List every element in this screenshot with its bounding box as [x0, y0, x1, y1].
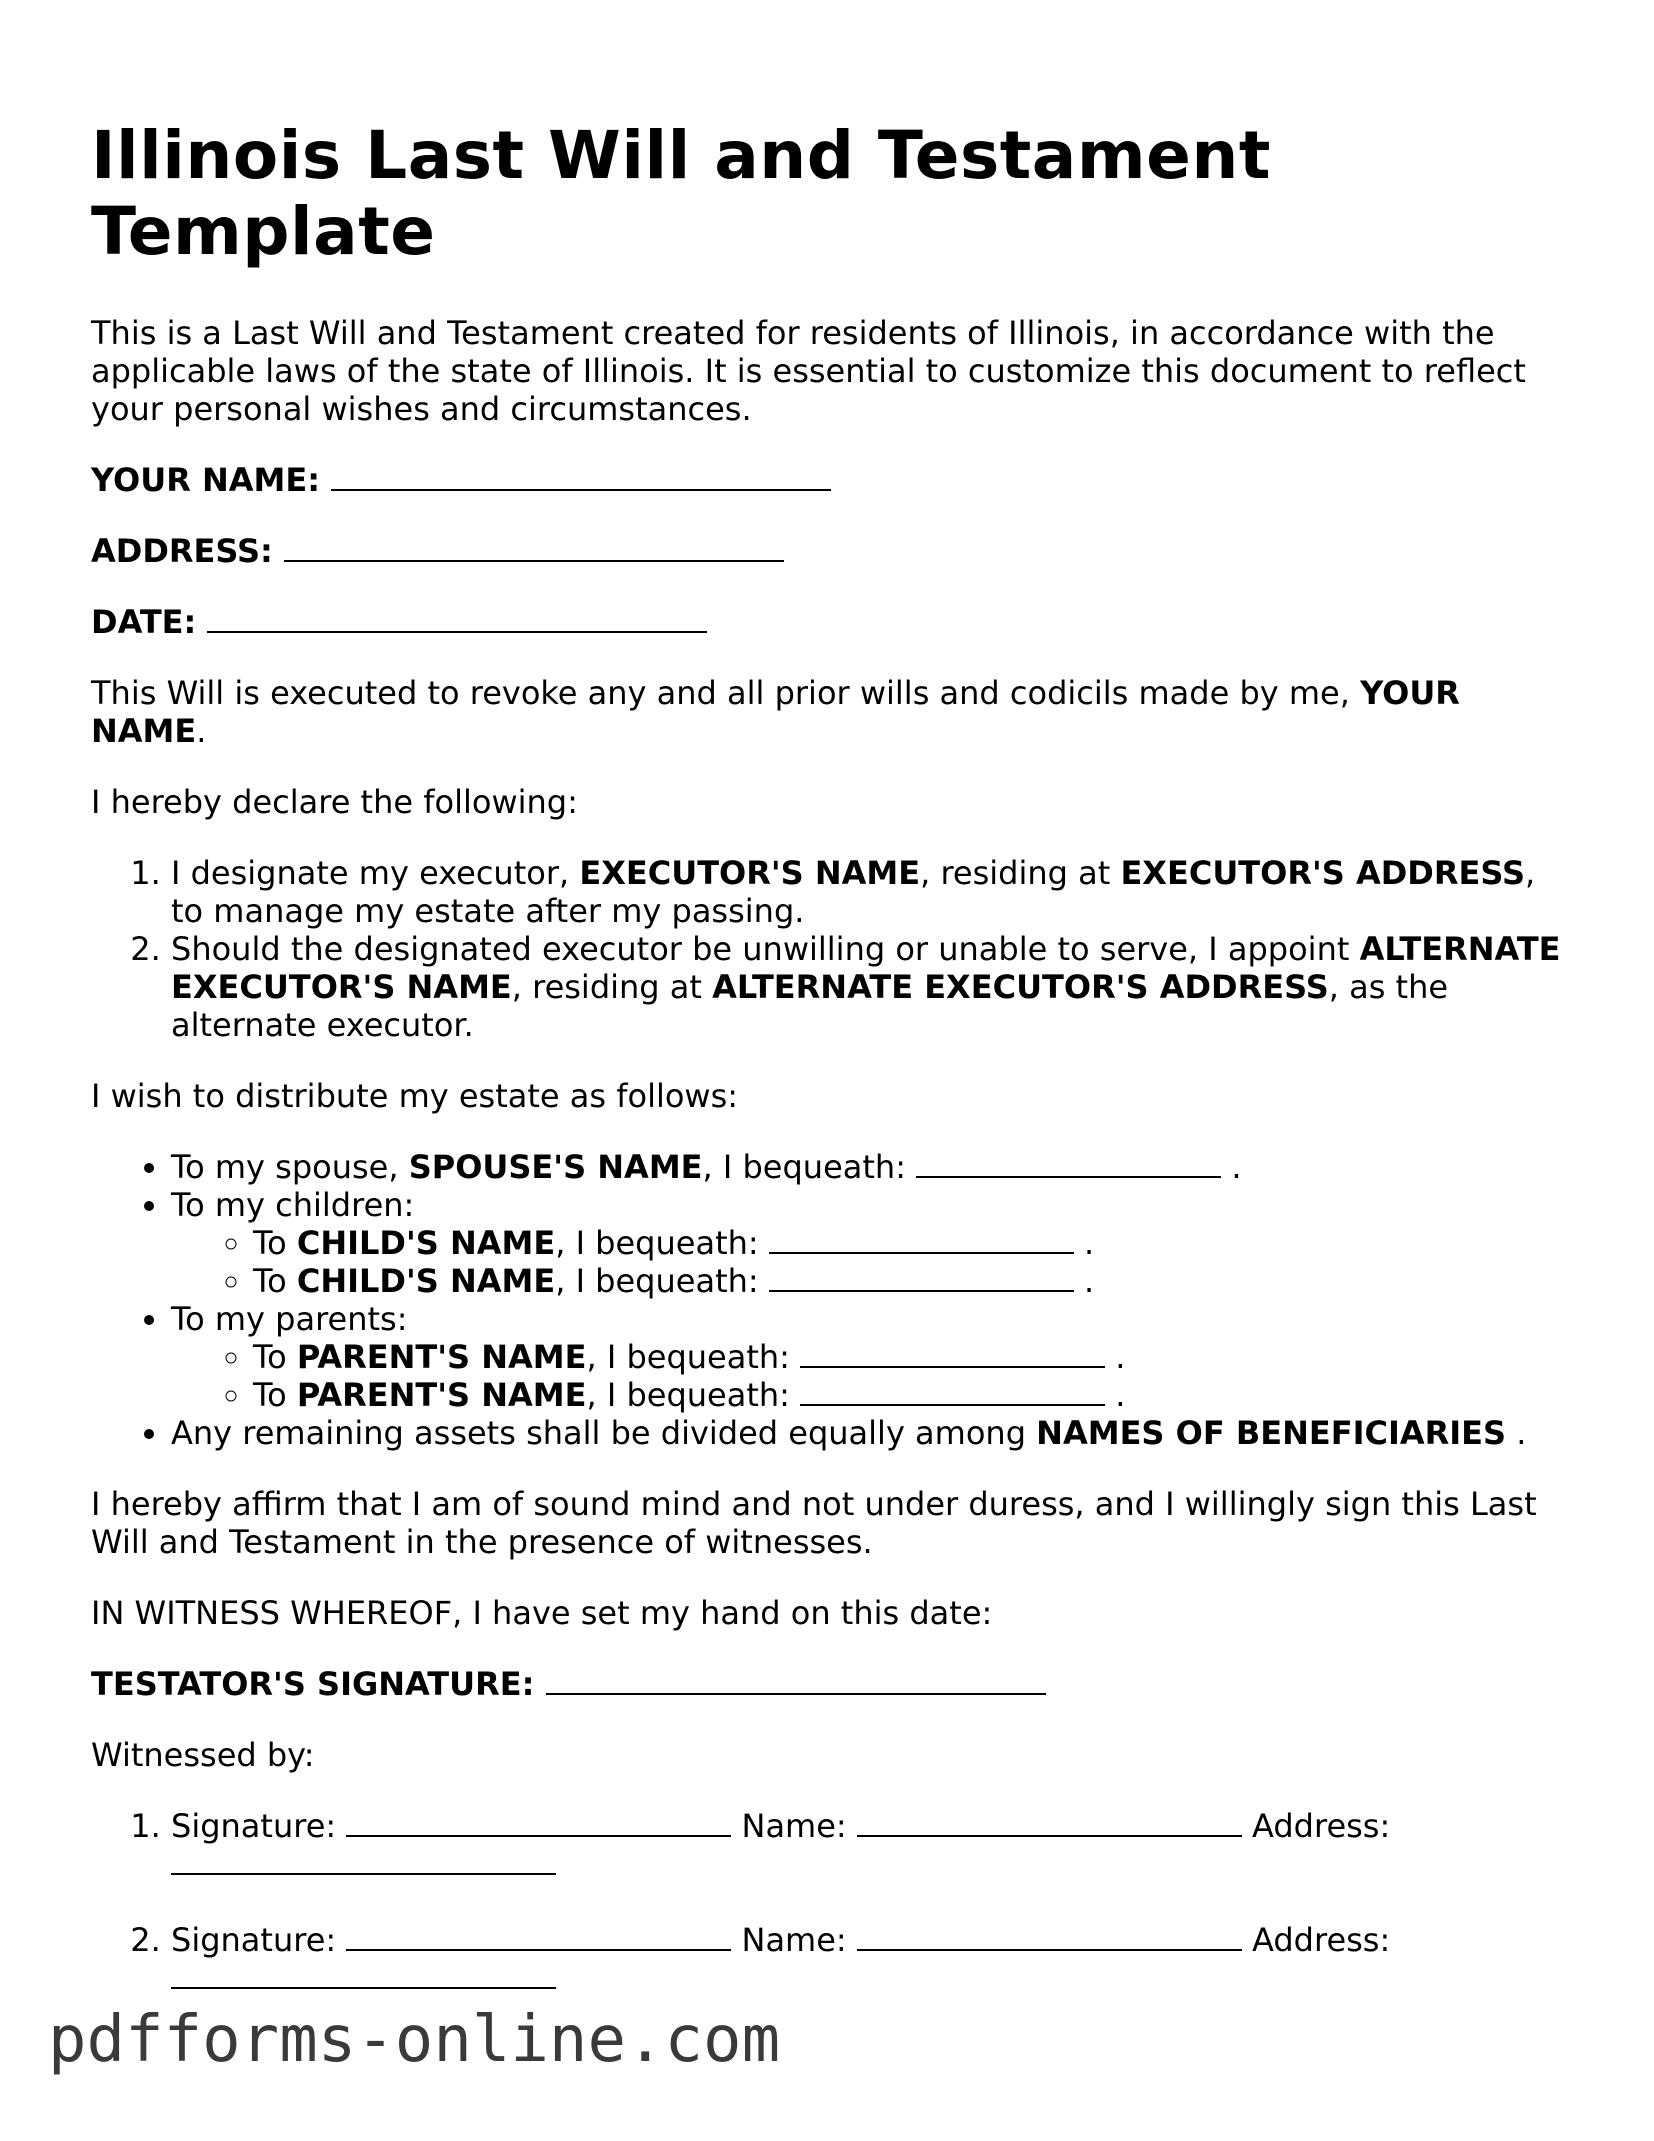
- bequest-text: To: [253, 1224, 287, 1262]
- parent-bequest-blank[interactable]: [800, 1378, 1105, 1406]
- parent-bequest-blank[interactable]: [800, 1340, 1105, 1368]
- bequest-list: [91, 1148, 1571, 1452]
- bequest-end: .: [1231, 1148, 1242, 1186]
- witness-signature-blank[interactable]: [346, 1923, 731, 1951]
- witness-name-label: Name:: [741, 1807, 847, 1845]
- child-bequest-blank[interactable]: [769, 1264, 1074, 1292]
- children-bequest: [171, 1186, 1571, 1300]
- witness-item: [171, 1807, 1571, 1883]
- child-bequest: [253, 1224, 1571, 1262]
- revoke-paragraph: [91, 674, 1571, 750]
- intro-paragraph: This is a Last Will and Testament created for residents of Illinois, in accordance with the applicable laws of the state of Illinois. It is essential to customize this document to reflect your personal wishes and circumstances.: [91, 314, 1526, 428]
- bequest-text: Any remaining assets shall be divided equally among: [171, 1414, 1026, 1452]
- your-name-field: [91, 461, 1571, 499]
- date-field: [91, 603, 1571, 641]
- revoke-text: This Will is executed to revoke any and all prior wills and codicils made by me,: [91, 674, 1350, 712]
- witness-list: [91, 1807, 1571, 1997]
- witness-address-blank[interactable]: [171, 1847, 556, 1875]
- alternate-executor-text: , residing at: [511, 968, 702, 1006]
- revoke-end: .: [196, 712, 207, 750]
- bequest-text: To: [253, 1262, 287, 1300]
- child-name: CHILD'S NAME: [296, 1224, 556, 1262]
- testator-signature-label: TESTATOR'S SIGNATURE:: [91, 1665, 535, 1703]
- child-bequest-blank[interactable]: [769, 1226, 1074, 1254]
- address-label: ADDRESS:: [91, 532, 273, 570]
- executor-name: EXECUTOR'S NAME: [579, 854, 921, 892]
- bequest-text: , I bequeath:: [555, 1262, 759, 1300]
- bequest-text: To my spouse,: [171, 1148, 399, 1186]
- witness-item: [171, 1921, 1571, 1997]
- date-label: DATE:: [91, 603, 197, 641]
- parent-name: PARENT'S NAME: [296, 1376, 587, 1414]
- bequest-text: , I bequeath:: [586, 1376, 790, 1414]
- remaining-bequest: [171, 1414, 1571, 1452]
- watermark: pdfforms-online.com: [48, 2003, 781, 2077]
- executor-text: I designate my executor,: [171, 854, 570, 892]
- witness-name-label: Name:: [741, 1921, 847, 1959]
- bequest-end: .: [1115, 1376, 1126, 1414]
- date-blank[interactable]: [207, 605, 707, 633]
- parents-list: [171, 1338, 1571, 1414]
- parent-bequest: [253, 1376, 1571, 1414]
- executor-list: [91, 854, 1571, 1044]
- testator-signature-blank[interactable]: [546, 1667, 1046, 1695]
- parents-bequest: [171, 1300, 1571, 1414]
- bequest-end: .: [1516, 1414, 1527, 1452]
- bequest-text: To: [253, 1338, 287, 1376]
- alternate-executor-item: [171, 930, 1571, 1044]
- spouse-name: SPOUSE'S NAME: [408, 1148, 703, 1186]
- witness-signature-label: Signature:: [171, 1921, 337, 1959]
- bequest-text: , I bequeath:: [702, 1148, 906, 1186]
- bequest-end: .: [1084, 1224, 1095, 1262]
- distribute-paragraph: I wish to distribute my estate as follows:: [91, 1077, 739, 1115]
- witness-address-label: Address:: [1252, 1807, 1391, 1845]
- beneficiaries-name: NAMES OF BENEFICIARIES: [1036, 1414, 1507, 1452]
- witness-address-label: Address:: [1252, 1921, 1391, 1959]
- bequest-text: , I bequeath:: [555, 1224, 759, 1262]
- affirm-paragraph: I hereby affirm that I am of sound mind and not under duress, and I willingly sign this Last Will and Testament in the presence of witnesses.: [91, 1485, 1537, 1561]
- revoke-name: YOUR NAME: [91, 674, 1460, 750]
- witness-signature-label: Signature:: [171, 1807, 337, 1845]
- parents-label: To my parents:: [171, 1300, 408, 1338]
- witness-whereof-paragraph: IN WITNESS WHEREOF, I have set my hand on this date:: [91, 1594, 993, 1632]
- witness-signature-blank[interactable]: [346, 1809, 731, 1837]
- spouse-bequest-blank[interactable]: [916, 1150, 1221, 1178]
- children-label: To my children:: [171, 1186, 415, 1224]
- bequest-end: .: [1115, 1338, 1126, 1376]
- witnessed-by-label: Witnessed by:: [91, 1736, 315, 1774]
- parent-name: PARENT'S NAME: [296, 1338, 587, 1376]
- alternate-executor-name: ALTERNATE EXECUTOR'S NAME: [171, 930, 1561, 1006]
- bequest-text: To: [253, 1376, 287, 1414]
- bequest-end: .: [1084, 1262, 1095, 1300]
- child-name: CHILD'S NAME: [296, 1262, 556, 1300]
- parent-bequest: [253, 1338, 1571, 1376]
- document-title: Illinois Last Will and Testament Template: [91, 117, 1271, 270]
- executor-text: , residing at: [920, 854, 1111, 892]
- witness-name-blank[interactable]: [857, 1923, 1242, 1951]
- testator-signature-field: [91, 1665, 1571, 1703]
- bequest-text: , I bequeath:: [586, 1338, 790, 1376]
- alternate-executor-text: Should the designated executor be unwilling or unable to serve, I appoint: [171, 930, 1350, 968]
- witness-address-blank[interactable]: [171, 1961, 556, 1989]
- document-page: [91, 118, 1571, 2030]
- alternate-executor-address: ALTERNATE EXECUTOR'S ADDRESS: [712, 968, 1329, 1006]
- witness-name-blank[interactable]: [857, 1809, 1242, 1837]
- children-list: [171, 1224, 1571, 1300]
- your-name-label: YOUR NAME:: [91, 461, 321, 499]
- child-bequest: [253, 1262, 1571, 1300]
- your-name-blank[interactable]: [331, 463, 831, 491]
- executor-item: [171, 854, 1571, 930]
- executor-address: EXECUTOR'S ADDRESS: [1120, 854, 1525, 892]
- address-blank[interactable]: [284, 534, 784, 562]
- alternate-executor-text: , as the alternate executor.: [171, 968, 1449, 1044]
- declare-paragraph: I hereby declare the following:: [91, 783, 578, 821]
- spouse-bequest: [171, 1148, 1571, 1186]
- address-field: [91, 532, 1571, 570]
- executor-text: , to manage my estate after my passing.: [171, 854, 1536, 930]
